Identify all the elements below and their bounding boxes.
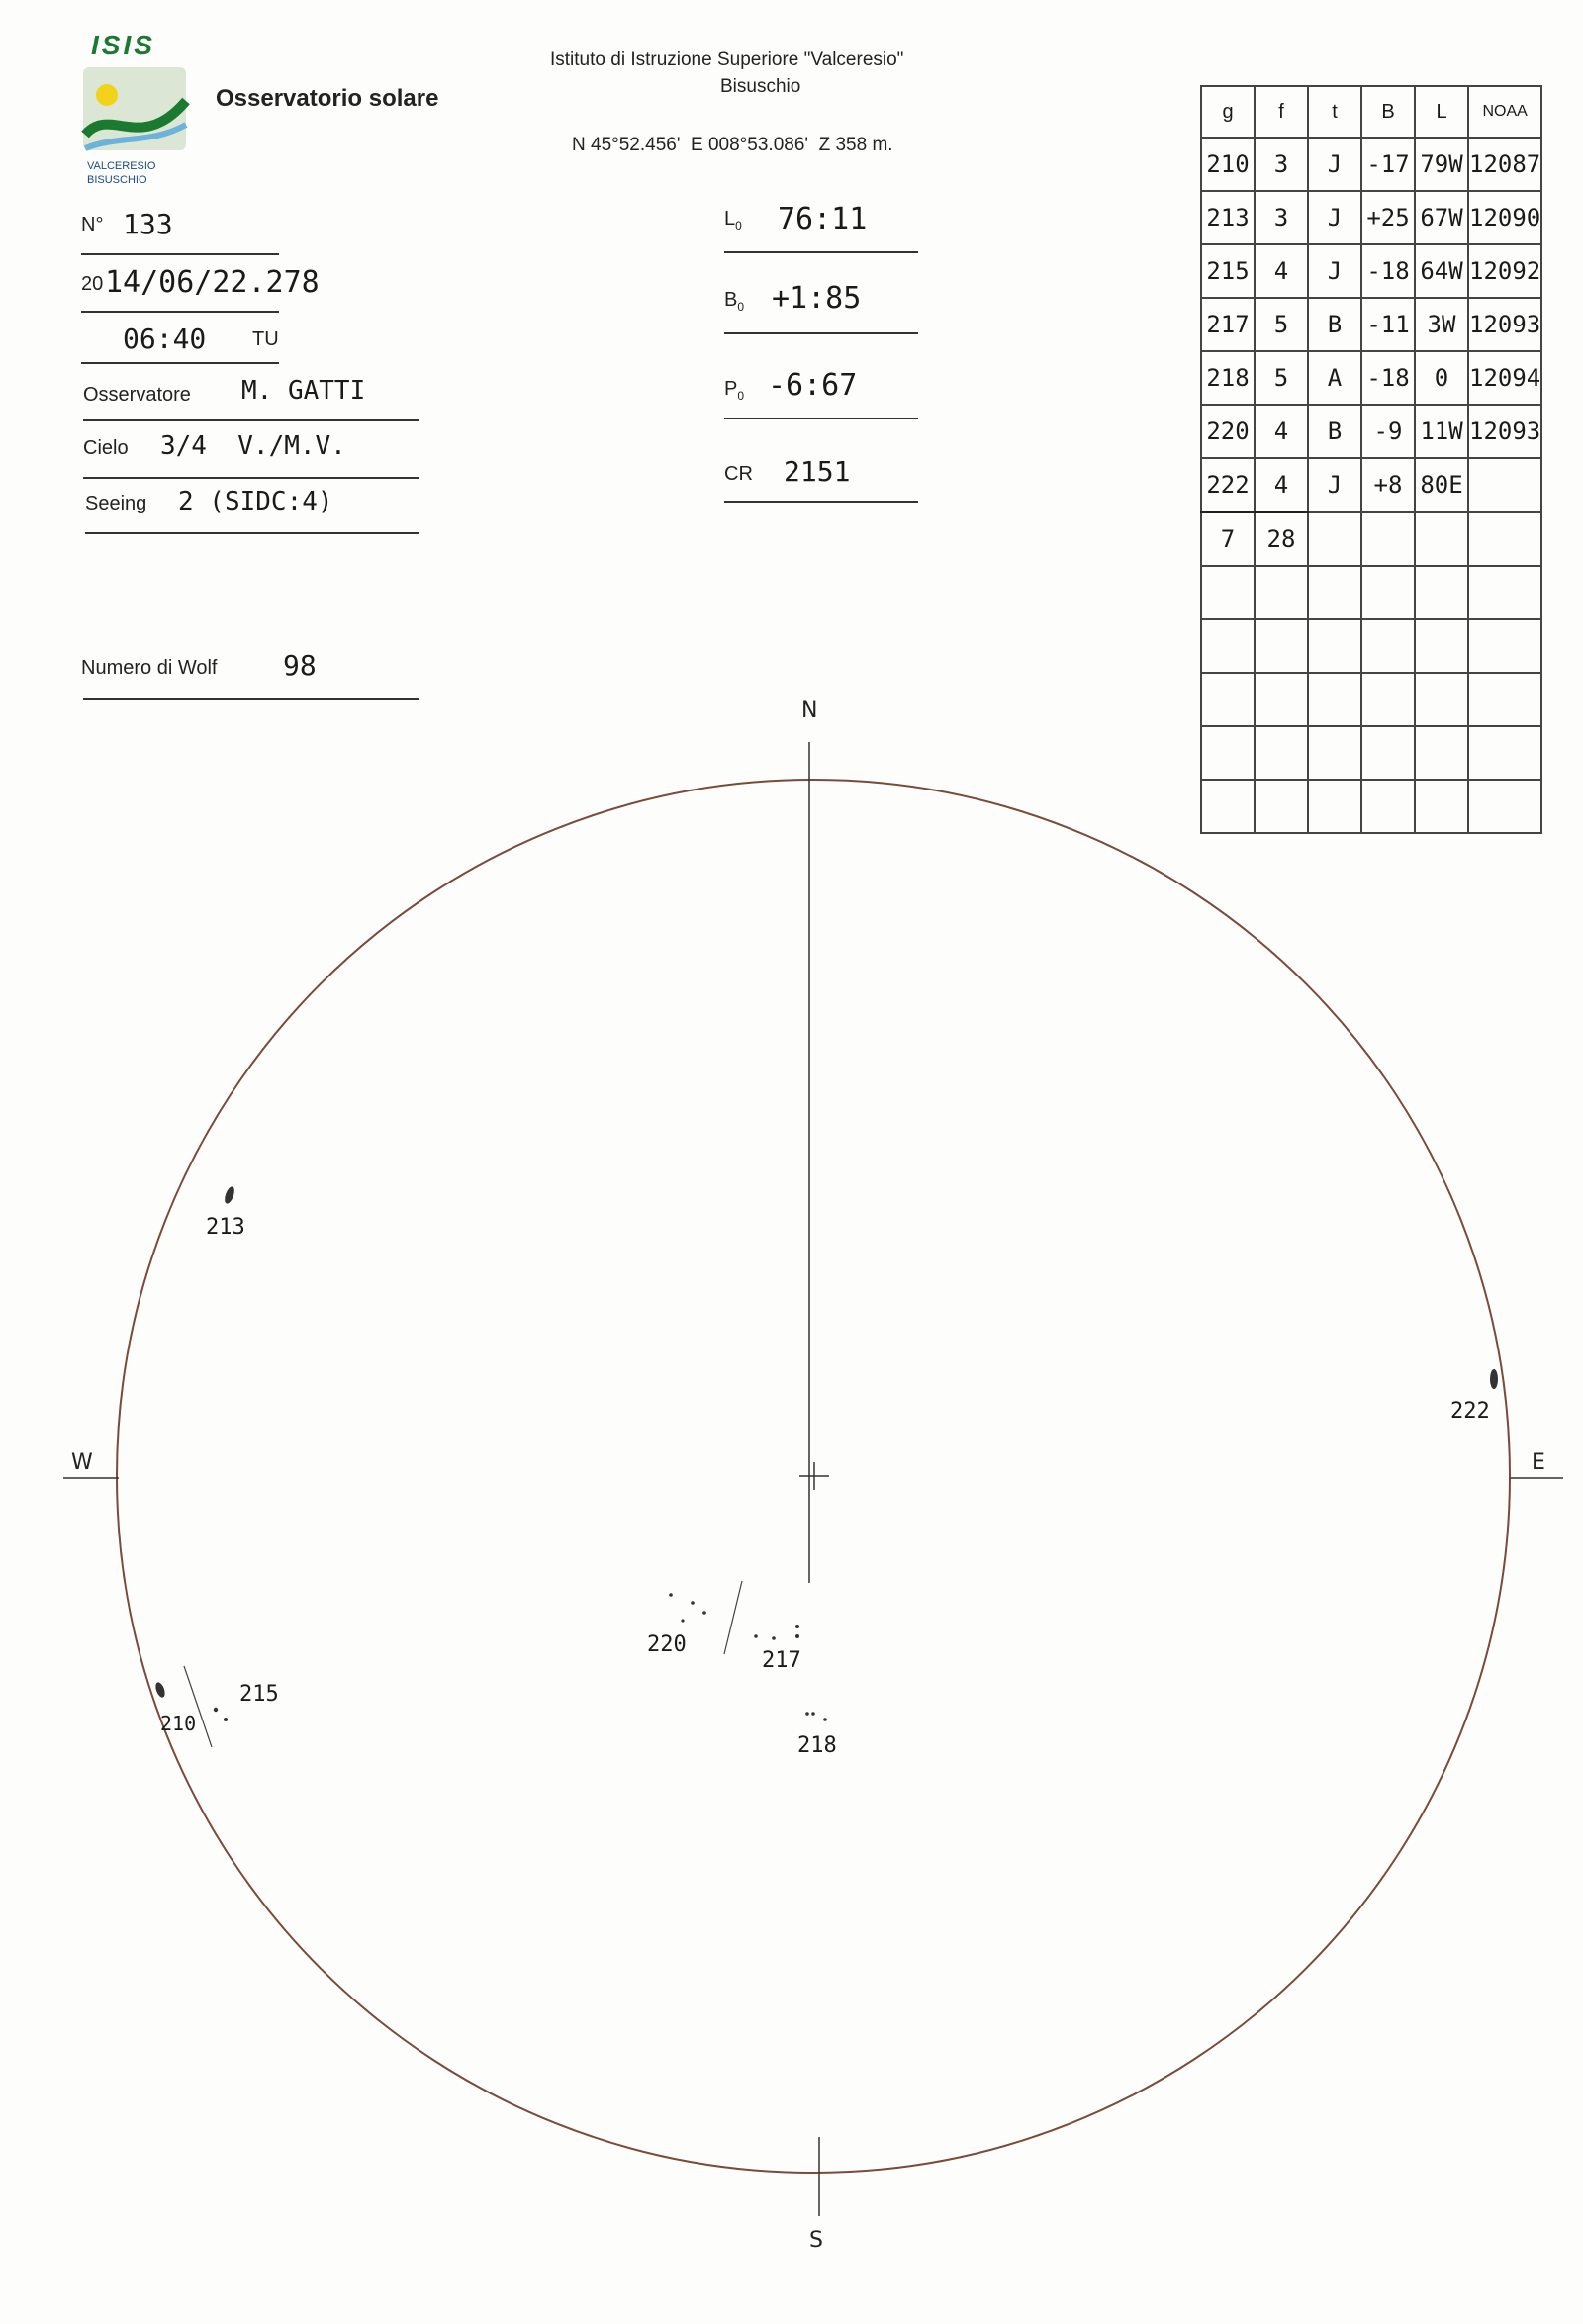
table-cell: 0: [1415, 351, 1468, 405]
table-cell: J: [1308, 191, 1361, 244]
table-cell: 4: [1255, 458, 1308, 512]
table-header: B: [1361, 86, 1415, 138]
b0-label-text: B: [724, 289, 738, 311]
table-cell: -17: [1361, 138, 1415, 191]
cr-label: CR: [724, 463, 753, 485]
sunspot-222: [1490, 1369, 1498, 1389]
sunspot-215b: [224, 1718, 228, 1721]
seeing-label: Seeing: [85, 493, 147, 514]
table-cell: 12092: [1468, 244, 1541, 298]
table-cell: 4: [1255, 405, 1308, 458]
table-header: f: [1255, 86, 1308, 138]
group-label-210: 210: [160, 1712, 197, 1735]
table-cell: 67W: [1415, 191, 1468, 244]
table-header: NOAA: [1468, 86, 1541, 138]
table-cell: 12094: [1468, 351, 1541, 405]
table-cell: 217: [1201, 298, 1255, 351]
observatory-title: Osservatorio solare: [216, 85, 439, 112]
seeing-value: 2 (SIDC:4): [178, 487, 333, 516]
l0-value: 76:11: [778, 202, 868, 236]
table-cell: J: [1308, 244, 1361, 298]
sky-label: Cielo: [83, 437, 129, 459]
table-cell: 12093: [1468, 298, 1541, 351]
l0-label-text: L: [724, 208, 736, 230]
wolf-label: Numero di Wolf: [81, 657, 218, 679]
table-cell: 218: [1201, 351, 1255, 405]
direction-north: N: [801, 698, 818, 723]
p0-value: -6:67: [768, 368, 858, 403]
l0-sub: 0: [735, 219, 742, 232]
table-cell: 12093: [1468, 405, 1541, 458]
observer-value: M. GATTI: [241, 376, 366, 406]
table-cell: 222: [1201, 458, 1255, 512]
institute-name: Istituto di Istruzione Superiore "Valceresio": [550, 49, 904, 70]
sunspot-217b: [772, 1636, 776, 1640]
table-cell: 12087: [1468, 138, 1541, 191]
sunspot-220a: [669, 1593, 673, 1597]
sunspot-218a: [805, 1712, 809, 1716]
group-label-217: 217: [762, 1648, 801, 1673]
sunspot-218b: [811, 1712, 815, 1716]
table-cell: J: [1308, 458, 1361, 512]
wolf-value: 98: [283, 649, 317, 682]
date-value: 14/06/22.278: [105, 265, 320, 300]
observatory-coords: N 45°52.456' E 008°53.086' Z 358 m.: [572, 135, 893, 155]
direction-east: E: [1532, 1450, 1545, 1475]
p0-label-text: P: [724, 378, 738, 400]
table-cell: 215: [1201, 244, 1255, 298]
table-header: g: [1201, 86, 1255, 138]
table-cell: 3: [1255, 138, 1308, 191]
group-label-222: 222: [1450, 1399, 1490, 1424]
time-label: TU: [252, 328, 279, 350]
table-cell: 3W: [1415, 298, 1468, 351]
table-cell: -9: [1361, 405, 1415, 458]
table-cell: -11: [1361, 298, 1415, 351]
table-header: L: [1415, 86, 1468, 138]
p0-sub: 0: [737, 389, 745, 403]
sunspot-220d: [681, 1619, 684, 1622]
table-cell: 4: [1255, 244, 1308, 298]
table-cell: -18: [1361, 351, 1415, 405]
sunspot-213: [223, 1185, 236, 1205]
group-label-213: 213: [206, 1215, 245, 1240]
table-cell: 5: [1255, 351, 1308, 405]
group-label-215: 215: [239, 1682, 279, 1707]
sunspot-215a: [214, 1708, 218, 1712]
sunspot-217c: [795, 1625, 799, 1628]
date-prefix: 20: [81, 273, 104, 295]
observer-label: Osservatore: [83, 384, 191, 406]
logo-text: ISIS: [91, 30, 155, 60]
table-cell: 213: [1201, 191, 1255, 244]
group-220-axis: [724, 1581, 742, 1654]
table-cell: 28: [1255, 512, 1308, 567]
table-cell: 80E: [1415, 458, 1468, 512]
table-cell: 64W: [1415, 244, 1468, 298]
logo-sub2: BISUSCHIO: [87, 174, 147, 186]
table-cell: 11W: [1415, 405, 1468, 458]
number-label: N°: [81, 214, 104, 235]
sunspot-218c: [823, 1718, 827, 1721]
number-value: 133: [123, 208, 173, 240]
table-cell: B: [1308, 405, 1361, 458]
table-cell: 3: [1255, 191, 1308, 244]
logo-sub1: VALCERESIO: [87, 160, 156, 172]
table-cell: J: [1308, 138, 1361, 191]
sunspot-220c: [702, 1611, 706, 1615]
b0-sub: 0: [737, 300, 745, 314]
table-cell: -18: [1361, 244, 1415, 298]
direction-south: S: [809, 2228, 823, 2253]
sunspot-217d: [795, 1634, 799, 1638]
table-cell: 220: [1201, 405, 1255, 458]
table-cell: 12090: [1468, 191, 1541, 244]
table-cell: 79W: [1415, 138, 1468, 191]
table-header: t: [1308, 86, 1361, 138]
time-value: 06:40: [123, 323, 207, 355]
table-cell: B: [1308, 298, 1361, 351]
direction-west: W: [71, 1450, 93, 1475]
sunspot-220b: [691, 1601, 695, 1605]
institute-town: Bisuschio: [720, 76, 801, 97]
sunspot-210: [154, 1681, 167, 1699]
cr-value: 2151: [784, 455, 851, 488]
b0-value: +1:85: [772, 281, 862, 316]
table-cell: 7: [1201, 512, 1255, 567]
group-label-220: 220: [647, 1632, 687, 1657]
group-label-218: 218: [797, 1733, 837, 1758]
table-cell: 210: [1201, 138, 1255, 191]
table-cell: +25: [1361, 191, 1415, 244]
table-cell: +8: [1361, 458, 1415, 512]
sky-value: 3/4 V./M.V.: [160, 431, 346, 461]
table-cell: 5: [1255, 298, 1308, 351]
sunspot-217a: [754, 1634, 758, 1638]
table-cell: A: [1308, 351, 1361, 405]
